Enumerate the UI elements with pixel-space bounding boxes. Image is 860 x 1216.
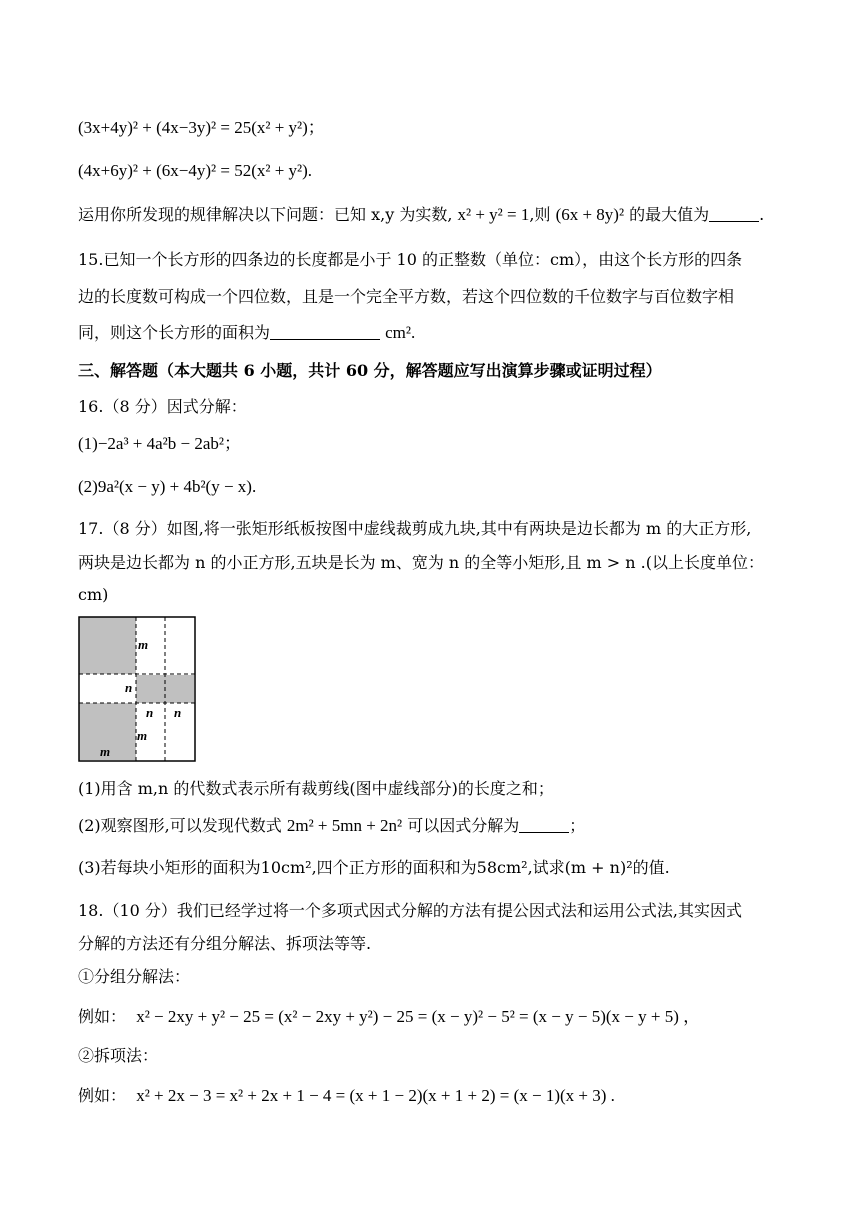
label-m-top: m — [138, 637, 149, 652]
factor-answer-blank[interactable] — [519, 816, 569, 833]
pattern-question-text-2: ,则 — [529, 205, 556, 224]
q17-line-1: 17.（8 分）如图,将一张矩形纸板按图中虚线裁剪成九块,其中有两块是边长都为 m 的大正方形, — [78, 519, 752, 538]
section-3-heading: 三、解答题（本大题共 6 小题，共计 60 分，解答题应写出演算步骤或证明过程） — [78, 361, 662, 380]
label-m-bottom: m — [100, 744, 111, 759]
pattern-question-text: 运用你所发现的规律解决以下问题：已知 x,y 为实数, — [78, 205, 458, 224]
cut-rectangle-figure — [78, 616, 196, 762]
identity-line-1: (3x+4y)² + (4x−3y)² = 25(x² + y²)； — [78, 118, 325, 137]
area-answer-blank[interactable] — [270, 323, 380, 340]
label-n-mid: n — [146, 705, 154, 720]
q15-text: 同，则这个长方形的面积为 — [78, 323, 271, 342]
area-unit: cm². — [385, 323, 416, 342]
q17-line-3: cm) — [78, 585, 109, 604]
pattern-question-text-3: 的最大值为 — [624, 205, 710, 224]
q15-line-2: 边的长度数可构成一个四位数，且是一个完全平方数，若这个四位数的千位数字与百位数字相 — [78, 287, 735, 306]
q17-part-2-text: (2)观察图形,可以发现代数式 — [78, 816, 287, 835]
identity-line-2: (4x+6y)² + (6x−4y)² = 52(x² + y²). — [78, 161, 313, 180]
pattern-expression: (6x + 8y)² — [555, 205, 625, 224]
answer-blank[interactable] — [709, 205, 759, 222]
example-1-label: 例如： — [78, 1007, 127, 1026]
q15-line-3 — [78, 322, 415, 344]
example-1 — [78, 1006, 700, 1028]
example-2-label: 例如： — [78, 1086, 127, 1105]
q15-line-1: 15.已知一个长方形的四条边的长度都是小于 10 的正整数（单位：cm），由这个长方形的四条 — [78, 250, 743, 269]
q17-part-3: (3)若每块小矩形的面积为10cm²,四个正方形的面积和为58cm²,试求(m + n)²的值. — [78, 858, 670, 877]
label-m-mid: m — [137, 728, 148, 743]
pattern-condition: x² + y² = 1 — [457, 205, 530, 224]
label-n-left: n — [125, 680, 133, 695]
q17-part-2-text-2: 可以因式分解为 — [402, 816, 520, 835]
example-2-formula: x² + 2x − 3 = x² + 2x + 1 − 4 = (x + 1 − 2)(x + 1 + 2) = (x − 1)(x + 3) . — [136, 1086, 615, 1105]
line-end-period: . — [759, 205, 765, 224]
q17-line-2: 两块是边长都为 n 的小正方形,五块是长为 m、宽为 n 的全等小矩形,且 m > n .(以上长度单位： — [78, 553, 764, 572]
q18-line-1: 18.（10 分）我们已经学过将一个多项式因式分解的方法有提公因式法和运用公式法,其实因式 — [78, 901, 742, 920]
large-square-top — [79, 617, 136, 674]
q18-line-2: 分解的方法还有分组分解法、拆项法等等. — [78, 934, 372, 953]
method-1-heading: ①分组分解法： — [78, 967, 191, 986]
q17-part-2-end: ； — [569, 816, 586, 835]
example-2 — [78, 1085, 615, 1107]
example-1-formula: x² − 2xy + y² − 25 = (x² − 2xy + y²) − 25 = (x − y)² − 5² = (x − y − 5)(x − y + 5) ， — [136, 1007, 701, 1026]
pattern-question-line — [78, 204, 764, 226]
q16-part-1: (1)−2a³ + 4a²b − 2ab²； — [78, 434, 242, 453]
q16-heading: 16.（8 分）因式分解： — [78, 397, 247, 416]
q17-part-2 — [78, 815, 585, 837]
label-n-right: n — [174, 705, 182, 720]
q17-part-2-expression: 2m² + 5mn + 2n² — [286, 816, 403, 835]
q16-part-2: (2)9a²(x − y) + 4b²(y − x). — [78, 477, 257, 496]
method-2-heading: ②拆项法： — [78, 1046, 159, 1065]
q17-part-1: (1)用含 m,n 的代数式表示所有裁剪线(图中虚线部分)的长度之和； — [78, 779, 554, 798]
